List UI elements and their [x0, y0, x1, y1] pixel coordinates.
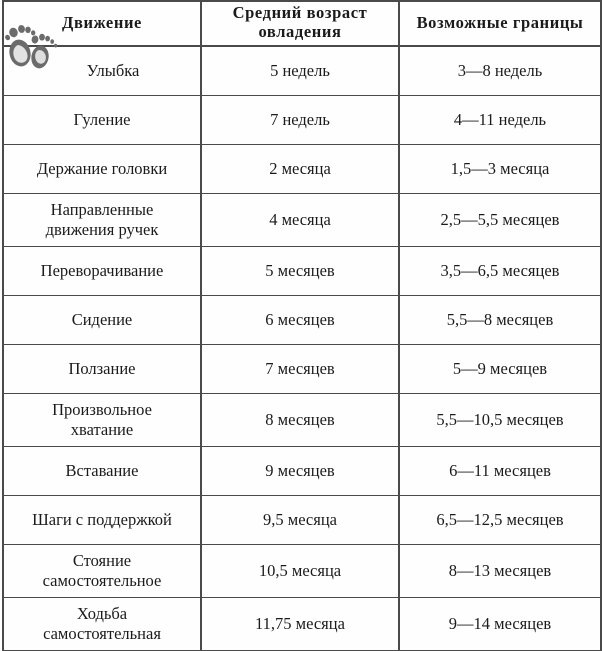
cell-average-age: 7 недель — [201, 95, 399, 144]
cell-movement-line1: Направленные — [50, 200, 154, 220]
table-row — [3, 495, 601, 544]
table-row — [3, 344, 601, 393]
cell-movement — [3, 393, 201, 446]
cell-movement-line2: самостоятельная — [43, 623, 161, 643]
cell-movement: Шаги с поддержкой — [3, 495, 201, 544]
cell-average-age: 10,5 месяца — [201, 544, 399, 597]
cell-average-age: 7 месяцев — [201, 344, 399, 393]
cell-movement — [3, 193, 201, 246]
column-header-movement: Движение — [3, 1, 201, 46]
column-header-average-age-line2: овладения — [258, 22, 342, 42]
cell-movement: Переворачивание — [3, 246, 201, 295]
cell-movement: Ползание — [3, 344, 201, 393]
table-row — [3, 246, 601, 295]
developmental-milestones-table — [2, 0, 602, 651]
cell-average-age: 8 месяцев — [201, 393, 399, 446]
cell-movement: Сидение — [3, 295, 201, 344]
cell-movement: Держание головки — [3, 144, 201, 193]
cell-movement-line2: самостоятельное — [42, 570, 162, 590]
cell-average-age: 5 месяцев — [201, 246, 399, 295]
cell-average-age: 6 месяцев — [201, 295, 399, 344]
cell-average-age: 2 месяца — [201, 144, 399, 193]
cell-movement: Улыбка — [3, 46, 201, 96]
cell-movement: Гуление — [3, 95, 201, 144]
table-row — [3, 193, 601, 246]
cell-possible-range: 1,5—3 месяца — [399, 144, 601, 193]
cell-possible-range: 9—14 месяцев — [399, 597, 601, 650]
cell-possible-range: 5,5—8 месяцев — [399, 295, 601, 344]
table-body — [3, 46, 601, 651]
cell-average-age: 4 месяца — [201, 193, 399, 246]
table-row — [3, 446, 601, 495]
column-header-average-age — [201, 1, 399, 46]
cell-movement-line1: Произвольное — [52, 400, 152, 420]
column-header-average-age-line1: Средний возраст — [232, 3, 368, 22]
cell-average-age: 9,5 месяца — [201, 495, 399, 544]
cell-movement — [3, 597, 201, 650]
cell-movement-line1: Стояние — [72, 551, 132, 571]
table-row — [3, 46, 601, 96]
cell-average-age: 5 недель — [201, 46, 399, 96]
table-row — [3, 597, 601, 650]
cell-possible-range: 8—13 месяцев — [399, 544, 601, 597]
cell-movement-line1: Ходьба — [76, 604, 128, 624]
cell-average-age: 9 месяцев — [201, 446, 399, 495]
cell-possible-range: 6,5—12,5 месяцев — [399, 495, 601, 544]
cell-movement-line2: хватание — [70, 419, 134, 439]
cell-possible-range: 3,5—6,5 месяцев — [399, 246, 601, 295]
table-row — [3, 95, 601, 144]
cell-possible-range: 2,5—5,5 месяцев — [399, 193, 601, 246]
cell-movement: Вставание — [3, 446, 201, 495]
table-row — [3, 144, 601, 193]
header-row — [3, 1, 601, 46]
cell-average-age: 11,75 месяца — [201, 597, 399, 650]
cell-possible-range: 4—11 недель — [399, 95, 601, 144]
column-header-possible-range: Возможные границы — [399, 1, 601, 46]
table-row — [3, 295, 601, 344]
cell-movement — [3, 544, 201, 597]
table-header — [3, 1, 601, 46]
cell-possible-range: 5—9 месяцев — [399, 344, 601, 393]
cell-movement-line2: движения ручек — [45, 219, 159, 239]
cell-possible-range: 5,5—10,5 месяцев — [399, 393, 601, 446]
table-row — [3, 544, 601, 597]
table-row — [3, 393, 601, 446]
cell-possible-range: 6—11 месяцев — [399, 446, 601, 495]
cell-possible-range: 3—8 недель — [399, 46, 601, 96]
